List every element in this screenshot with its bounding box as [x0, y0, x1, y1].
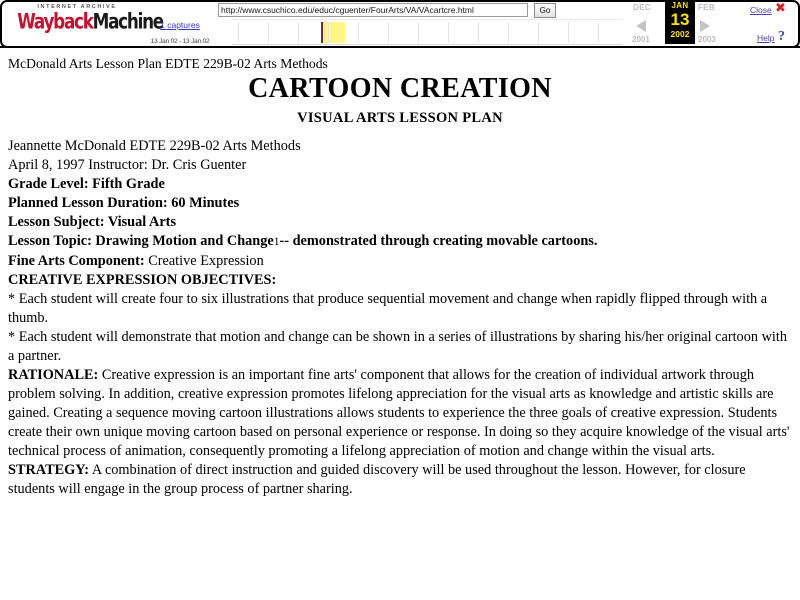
- timeline-tick: [418, 22, 419, 43]
- close-icon[interactable]: ✖: [775, 1, 786, 16]
- current-month-label: JAN: [671, 1, 689, 10]
- capture-timeline[interactable]: [232, 19, 622, 45]
- internet-archive-label: INTERNET ARCHIVE: [37, 4, 117, 10]
- grade-level-line: Grade Level: Fifth Grade: [8, 176, 165, 192]
- rationale-paragraph: [8, 366, 792, 461]
- month-next-label[interactable]: FEB: [698, 3, 715, 12]
- lesson-subject-line: Lesson Subject: Visual Arts: [8, 214, 177, 230]
- wayback-machine-toolbar: [0, 0, 800, 48]
- timeline-tick: [508, 22, 509, 43]
- timeline-tick: [538, 22, 539, 43]
- lesson-topic-suffix: -- demonstrated through creating movable cartoons.: [279, 233, 598, 249]
- strategy-paragraph: [8, 461, 792, 499]
- fine-arts-value: Creative Expression: [148, 253, 264, 269]
- date-instructor-line: April 8, 1997 Instructor: Dr. Cris Guenter: [8, 157, 247, 173]
- objective-item: * Each student will demonstrate that motion and change can be shown in a series of illustrations by sharing his/her original cartoon with a partner.: [8, 329, 787, 364]
- wordmark-machine: Machine: [92, 8, 163, 34]
- timeline-tick: [568, 22, 569, 43]
- fine-arts-label: Fine Arts Component:: [8, 253, 145, 269]
- timeline-tick: [448, 22, 449, 43]
- captures-count-link[interactable]: 1 captures: [160, 20, 200, 30]
- date-navigator: [632, 2, 732, 46]
- lesson-topic-prefix: Lesson Topic: Drawing Motion and Change: [8, 233, 274, 249]
- timeline-tick: [298, 22, 299, 43]
- lesson-topic-line: [8, 232, 792, 252]
- page-title: CARTOON CREATION: [248, 73, 552, 104]
- help-link[interactable]: Help: [757, 33, 775, 43]
- timeline-tick: [358, 22, 359, 43]
- previous-capture-arrow-icon[interactable]: [636, 20, 646, 32]
- wayback-machine-wordmark: [17, 8, 163, 34]
- help-icon[interactable]: ?: [778, 29, 785, 44]
- lesson-duration-line: Planned Lesson Duration: 60 Minutes: [8, 195, 240, 211]
- timeline-tick: [328, 22, 329, 43]
- fine-arts-component-line: [8, 252, 792, 271]
- rationale-label: RATIONALE:: [8, 367, 99, 383]
- objectives-heading: CREATIVE EXPRESSION OBJECTIVES:: [8, 272, 277, 288]
- objective-item: * Each student will create four to six illustrations that produce sequential movement and change when rapidly flipped through with a thumb.: [8, 291, 768, 326]
- timeline-tick: [598, 22, 599, 43]
- captures-date-range: 13 Jan 02 - 13 Jan 02: [150, 38, 210, 45]
- rationale-text: Creative expression is an important fine arts' component that allows for the creation of individual artwork through problem solving. In addition, creative expression promotes lifelong appreciation for the visual arts as knowledge and artistic skills are gained. Creating a sequence moving cartoon illustrations allows students to experience the three goals of creative expression. Students create their own unique moving cartoon based on personal experience or response. In doing so they acquire knowledge of the visual arts' technical process of animation, consequently promoting a lifelong appreciation of motion and change within the visual arts.: [8, 367, 790, 459]
- timeline-tick: [388, 22, 389, 43]
- wordmark-wayback: Wayback: [17, 8, 93, 34]
- timeline-tick: [268, 22, 269, 43]
- year-row: [632, 35, 732, 45]
- strategy-label: STRATEGY:: [8, 462, 90, 478]
- wayback-logo[interactable]: [17, 4, 163, 34]
- year-prev-label[interactable]: 2001: [632, 35, 650, 44]
- archived-page-content: [0, 50, 800, 600]
- lesson-topic-number: 1: [273, 236, 280, 248]
- strategy-text: A combination of direct instruction and guided discovery will be used throughout the lesson. However, for closure students will engage in the group process of partner sharing.: [8, 462, 746, 497]
- next-capture-arrow-icon[interactable]: [700, 20, 710, 32]
- year-next-label[interactable]: 2003: [698, 35, 716, 44]
- url-input[interactable]: [218, 3, 528, 17]
- page-breadcrumb: McDonald Arts Lesson Plan EDTE 229B-02 Arts Methods: [8, 56, 328, 71]
- timeline-tick: [238, 22, 239, 43]
- page-subtitle: VISUAL ARTS LESSON PLAN: [297, 110, 503, 126]
- timeline-tick: [478, 22, 479, 43]
- current-year-label: 2002: [670, 29, 690, 39]
- close-toolbar-link[interactable]: Close: [750, 5, 772, 15]
- author-line: Jeannette McDonald EDTE 229B-02 Arts Methods: [8, 138, 301, 154]
- captures-summary: [130, 20, 230, 48]
- go-button[interactable]: Go: [534, 3, 556, 18]
- month-prev-label[interactable]: DEC: [633, 3, 651, 12]
- current-day-label: 13: [670, 10, 690, 29]
- timeline-current-marker: [321, 22, 323, 43]
- url-bar-row: [218, 3, 558, 18]
